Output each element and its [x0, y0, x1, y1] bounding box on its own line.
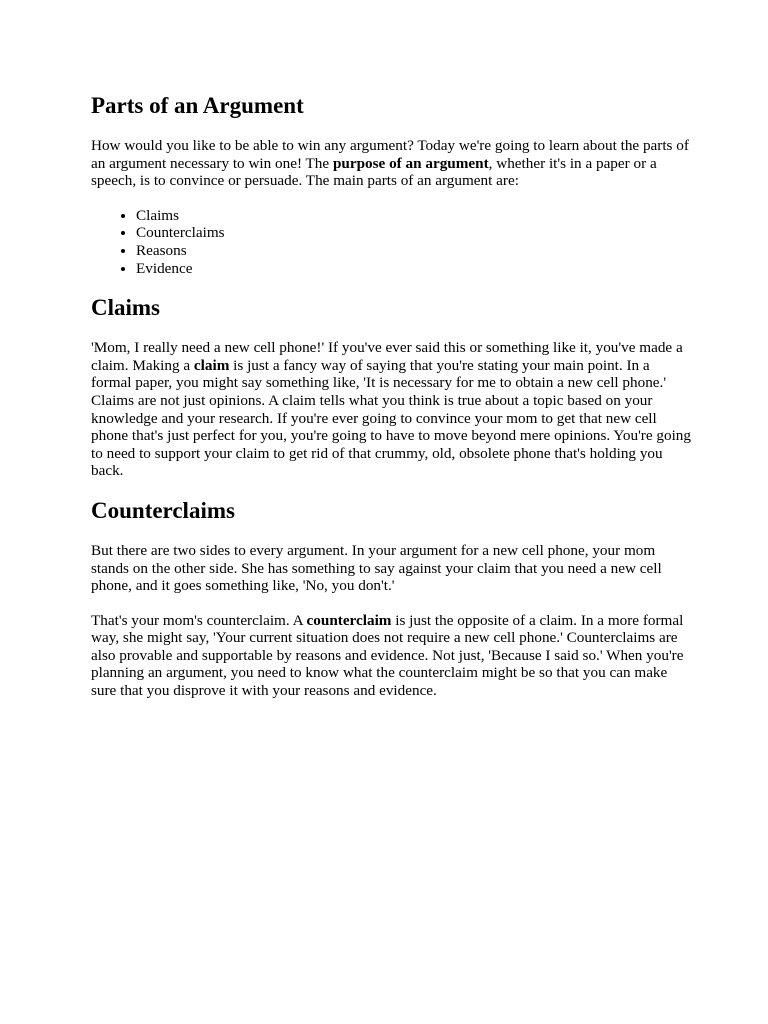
list-item: • Counterclaims: [136, 224, 691, 242]
claims-paragraph: [91, 339, 691, 480]
document-page: [91, 92, 691, 717]
counterclaims-text-2: is just the opposite of a claim. In a more formal way, she might say, 'Your current situation does not require a new cell phone.' Counterclaims are also provable and supportable by reasons and evidence. Not just, 'Because I said so.' When you're planning an argument, you need to know what the counterclaim might be so that you can make sure that you disprove it with your reasons and evidence.: [91, 611, 684, 700]
page-title: Parts of an Argument: [91, 93, 304, 118]
counterclaims-text-1: That's your mom's counterclaim. A: [91, 611, 307, 629]
counterclaims-paragraph-2: [91, 612, 691, 700]
counterclaims-paragraph-1: But there are two sides to every argument. In your argument for a new cell phone, your mom stands on the other side. She has something to say against your claim that you need a new cell phone, and it goes something like, 'No, you don't.': [91, 541, 662, 595]
intro-text-1: How would you like to be able to win any argument? Today we're going to learn about the parts of an argument necessary to win one! The: [91, 137, 689, 172]
claims-heading: Claims: [91, 295, 160, 321]
intro-paragraph: [91, 137, 691, 190]
claims-bold-term: claim: [193, 356, 230, 374]
intro-text-2: , whether it's in a paper or a speech, is to convince or persuade. The main parts of an argument are:: [91, 154, 657, 190]
list-item: • Evidence: [136, 260, 691, 278]
intro-bold-term: purpose of an argument: [332, 154, 489, 172]
claims-text-2: is just a fancy way of saying that you're stating your main point. In a formal paper, you might say something like, 'It is necessary for me to obtain a new cell phone.' Claims are not just opinions. A claim tells what you think is true about a topic based on your knowledge and your research. If you're ever going to convince your mom to get that new cell phone that's just perfect for you, you're going to have to move beyond mere opinions. You're going to need to support your claim to get rid of that crummy, old, obsolete phone that's holding you back.: [91, 356, 691, 480]
list-item: • Reasons: [136, 242, 691, 260]
counterclaims-heading: Counterclaims: [91, 497, 235, 523]
parts-list: [91, 207, 691, 277]
claims-text-1: 'Mom, I really need a new cell phone!' If you've ever said this or something like it, you've made a claim. Making a: [91, 339, 683, 374]
list-item: • Claims: [136, 207, 691, 225]
counterclaims-bold-term: counterclaim: [306, 611, 392, 629]
